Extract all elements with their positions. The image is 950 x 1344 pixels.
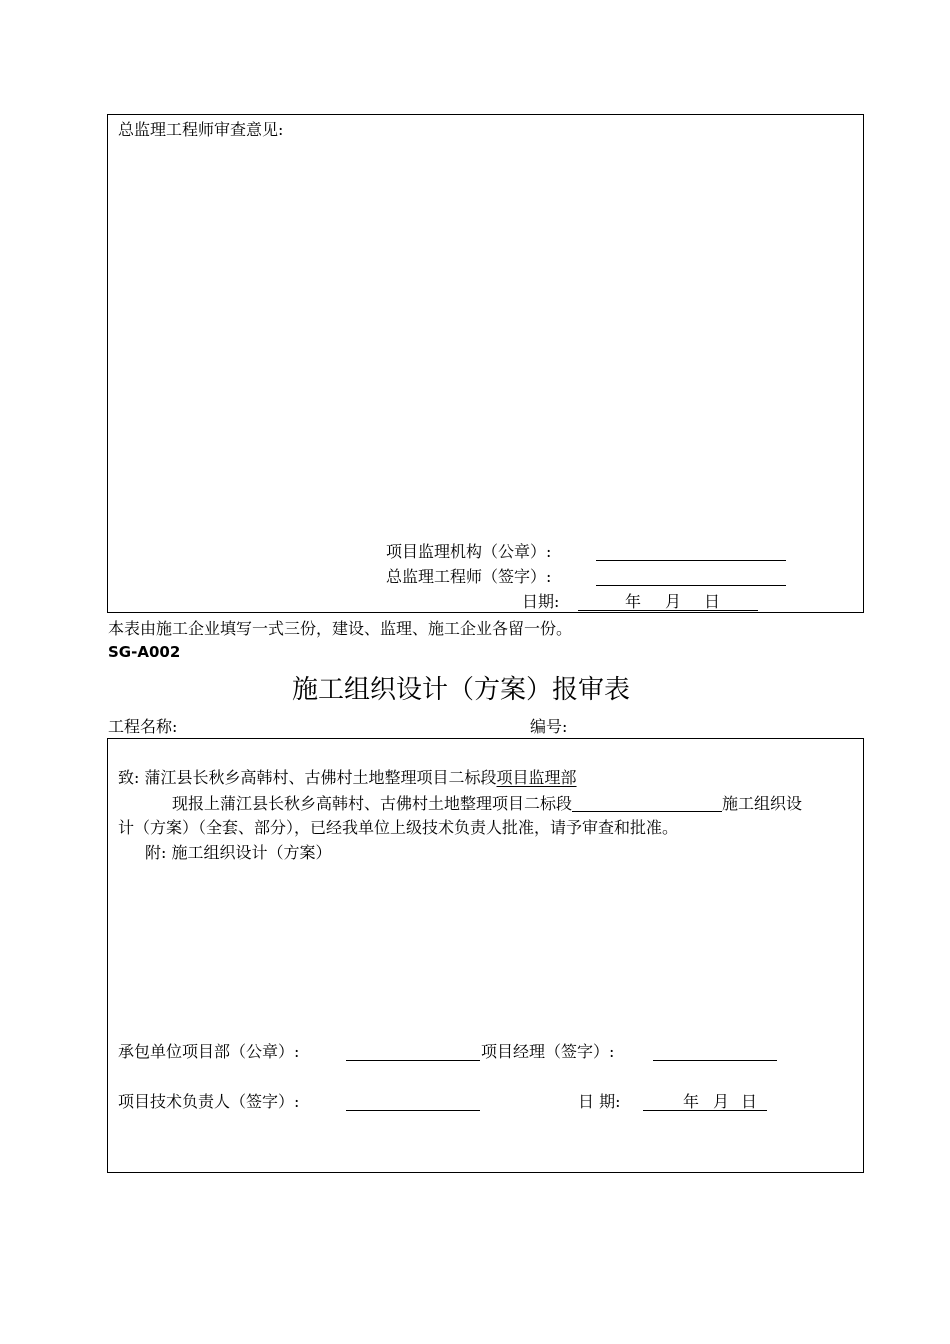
body-line1-prefix: 现报上蒲江县长秋乡高韩村、古佛村土地整理项目二标段 — [172, 794, 573, 813]
body-line-2: 计（方案）（全套、部分），已经我单位上级技术负责人批准，请予审查和批准。 — [118, 818, 679, 837]
attachment-line: 附: 施工组织设计（方案） — [145, 843, 332, 862]
contractor-seal-line[interactable] — [346, 1044, 480, 1061]
form-title: 施工组织设计（方案）报审表 — [292, 675, 631, 705]
submission-date-label: 日 期: — [578, 1092, 621, 1111]
body-line1-suffix: 施工组织设 — [722, 794, 803, 813]
scheme-name-blank[interactable] — [572, 795, 722, 812]
pm-sign-line[interactable] — [653, 1044, 777, 1061]
review-date-label: 日期: — [522, 592, 560, 611]
tech-lead-label: 项目技术负责人（签字）: — [118, 1092, 300, 1111]
chief-engineer-review-box — [107, 114, 864, 613]
contractor-seal-label: 承包单位项目部（公章）: — [118, 1042, 300, 1061]
to-org: 蒲江县长秋乡高韩村、古佛村土地整理项目二标段 — [144, 768, 497, 787]
org-seal-label: 项目监理机构（公章）: — [386, 542, 552, 561]
chief-sign-line[interactable] — [596, 569, 786, 586]
review-date-day: 日 — [704, 592, 721, 611]
org-seal-line[interactable] — [596, 544, 786, 561]
project-name-label: 工程名称: — [108, 717, 178, 736]
chief-sign-label: 总监理工程师（签字）: — [386, 567, 552, 586]
footnote: 本表由施工企业填写一式三份，建设、监理、施工企业各留一份。 — [108, 619, 573, 638]
review-date-year: 年 — [625, 592, 642, 611]
submission-date-month: 月 — [713, 1092, 730, 1111]
body-line-1 — [172, 795, 802, 812]
review-date-month: 月 — [665, 592, 682, 611]
review-heading: 总监理工程师审查意见: — [118, 120, 284, 139]
number-label: 编号: — [530, 717, 568, 736]
to-dept: 项目监理部 — [496, 768, 577, 787]
addressee-line — [118, 770, 577, 786]
form-code: SG-A002 — [108, 643, 181, 661]
submission-date-year: 年 — [683, 1092, 700, 1111]
submission-date-day: 日 — [741, 1092, 758, 1111]
to-prefix: 致: — [118, 768, 140, 787]
tech-lead-line[interactable] — [346, 1094, 480, 1111]
pm-sign-label: 项目经理（签字）: — [481, 1042, 615, 1061]
